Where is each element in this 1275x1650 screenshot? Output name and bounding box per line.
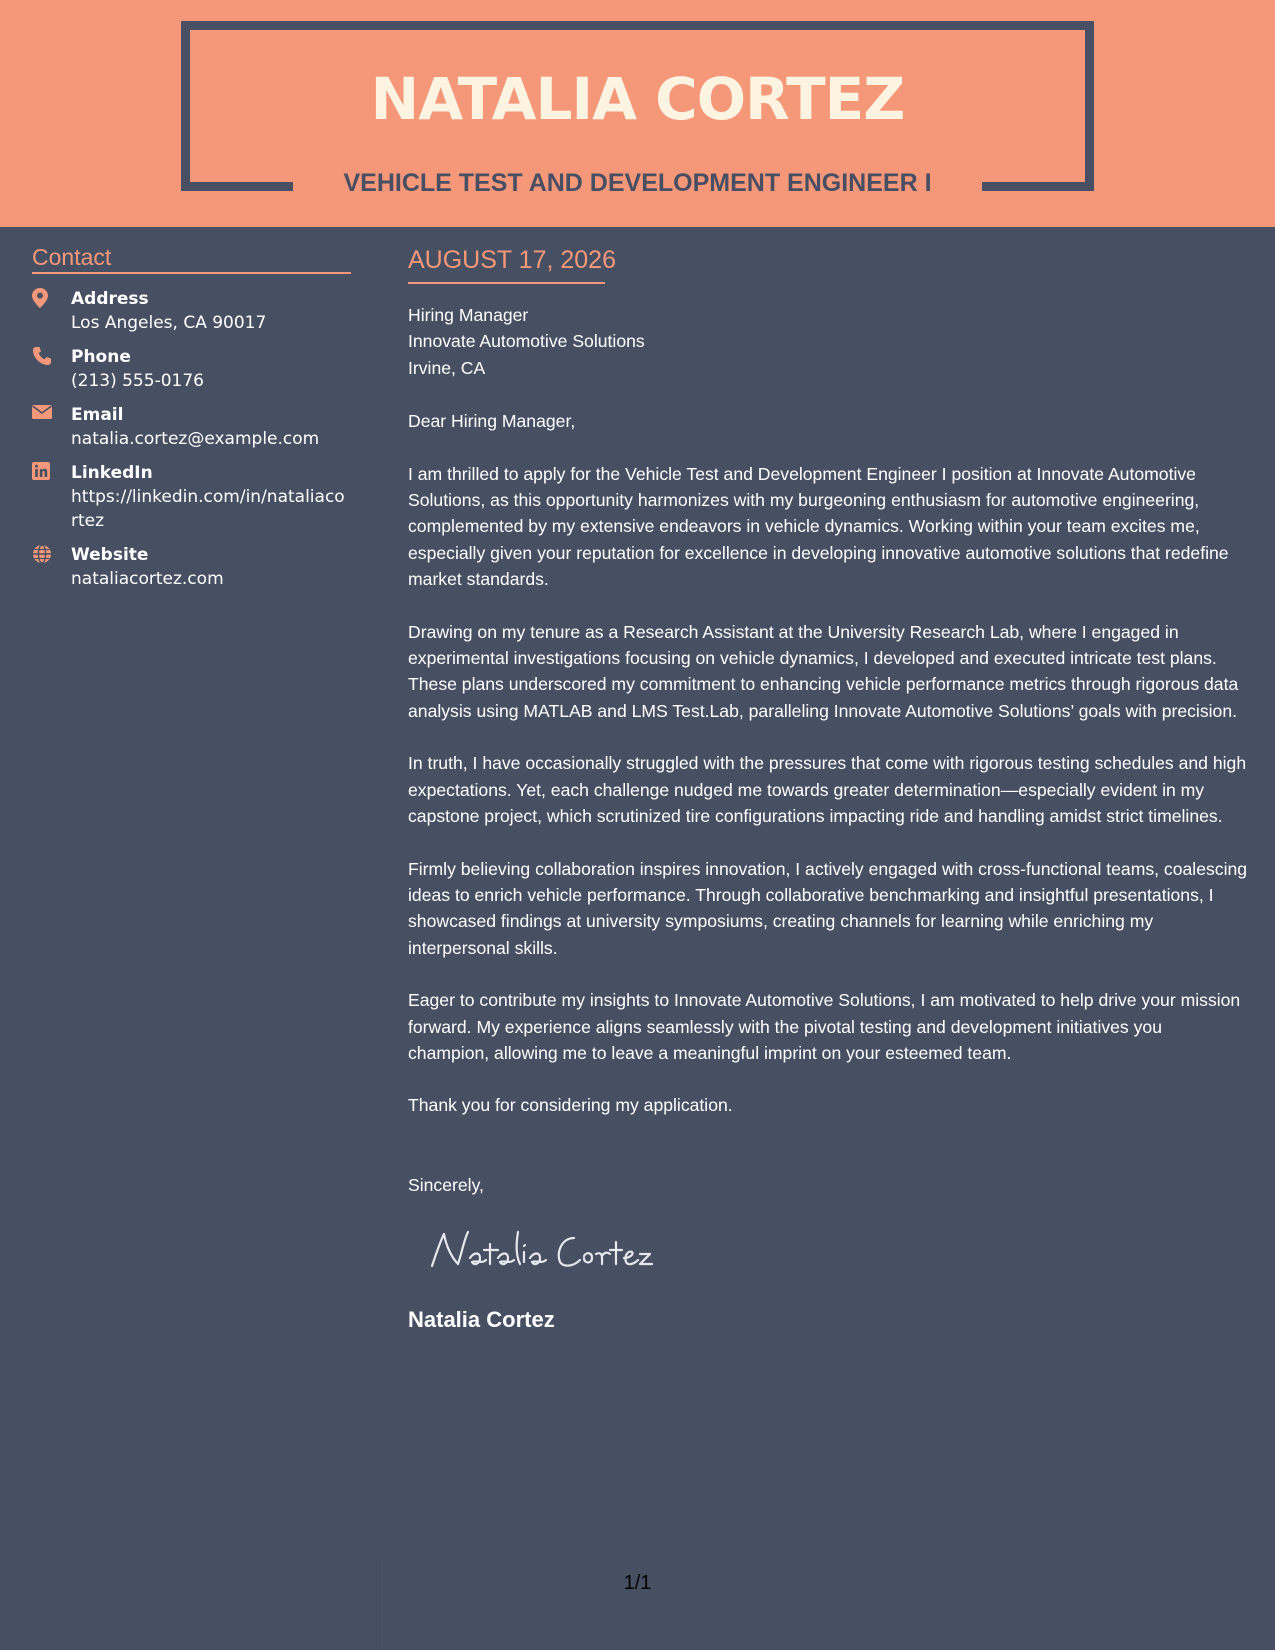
contact-label: Email [71,405,124,425]
date-underline [408,282,605,284]
location-pin-icon [32,287,71,335]
letter-date: AUGUST 17, 2026 [408,246,616,274]
contact-label: Address [71,289,149,309]
closing: Sincerely, [408,1174,484,1195]
paragraph: I am thrilled to apply for the Vehicle Test and Development Engineer I position at Innovate Automotive Solutions, as this opportunity harmonizes with my burgeoning enthusiasm for automotive engineering, complemented by my extensive endeavors in vehicle dynamics. Working within your team excites me, especially given your reputation for excellence in developing innovative automotive solutions that redefine market standards. [408,463,1229,590]
recipient-block [408,302,1248,381]
header-band [0,0,1275,227]
phone-value: (213) 555-0176 [71,371,204,391]
contact-label: Phone [71,347,131,367]
page-number: 1/1 [623,1572,652,1594]
contact-item-email [32,403,362,451]
recipient-line: Irvine, CA [408,357,486,378]
handwritten-signature [424,1224,1248,1280]
job-title: VEHICLE TEST AND DEVELOPMENT ENGINEER I [343,169,932,197]
contact-label: LinkedIn [71,463,153,483]
salutation: Dear Hiring Manager, [408,411,576,432]
signer-name: Natalia Cortez [408,1307,555,1333]
website-value[interactable]: nataliacortez.com [71,569,224,589]
contact-heading: Contact [32,244,112,270]
address-value: Los Angeles, CA 90017 [71,313,267,333]
linkedin-value[interactable]: https://linkedin.com/in/nataliacortez [71,487,345,531]
letter-body [408,302,1248,1334]
candidate-name: NATALIA CORTEZ [370,65,905,133]
email-value[interactable]: natalia.cortez@example.com [71,429,320,449]
recipient-line: Hiring Manager [408,305,529,325]
envelope-icon [32,403,71,451]
globe-icon [32,543,71,591]
contact-divider [32,272,351,274]
recipient-line: Innovate Automotive Solutions [408,331,645,352]
phone-icon [32,345,71,393]
contact-label: Website [71,545,149,565]
paragraph: Drawing on my tenure as a Research Assistant at the University Research Lab, where I engaged in experimental investigations focusing on vehicle dynamics, I developed and executed intricate test plans. These plans underscored my commitment to enhancing vehicle performance metrics through rigorous data analysis using MATLAB and LMS Test.Lab, paralleling Innovate Automotive Solutions’ goals with precision. [408,621,1239,721]
contact-item-linkedin [32,461,362,533]
contact-list [32,287,362,601]
linkedin-icon [32,461,71,533]
paragraph: Eager to contribute my insights to Innovate Automotive Solutions, I am motivated to help drive your mission forward. My experience aligns seamlessly with the pivotal testing and development initiatives you champion, allowing me to leave a meaningful imprint on your esteemed team. [408,990,1241,1063]
paragraph: Thank you for considering my application. [408,1095,733,1116]
contact-item-address [32,287,362,335]
paragraph: In truth, I have occasionally struggled with the pressures that come with rigorous testing schedules and high expectations. Yet, each challenge nudged me towards greater determination—especially evident in my capstone project, which scrutinized tire configurations impacting ride and handling amidst strict timelines. [408,753,1247,827]
contact-item-phone [32,345,362,393]
paragraph: Firmly believing collaboration inspires innovation, I actively engaged with cross-functional teams, coalescing ideas to enrich vehicle performance. Through collaborative benchmarking and insightful presentations, I showcased findings at university symposiums, creating channels for learning while enriching my interpersonal skills. [408,858,1248,958]
contact-item-website [32,543,362,591]
